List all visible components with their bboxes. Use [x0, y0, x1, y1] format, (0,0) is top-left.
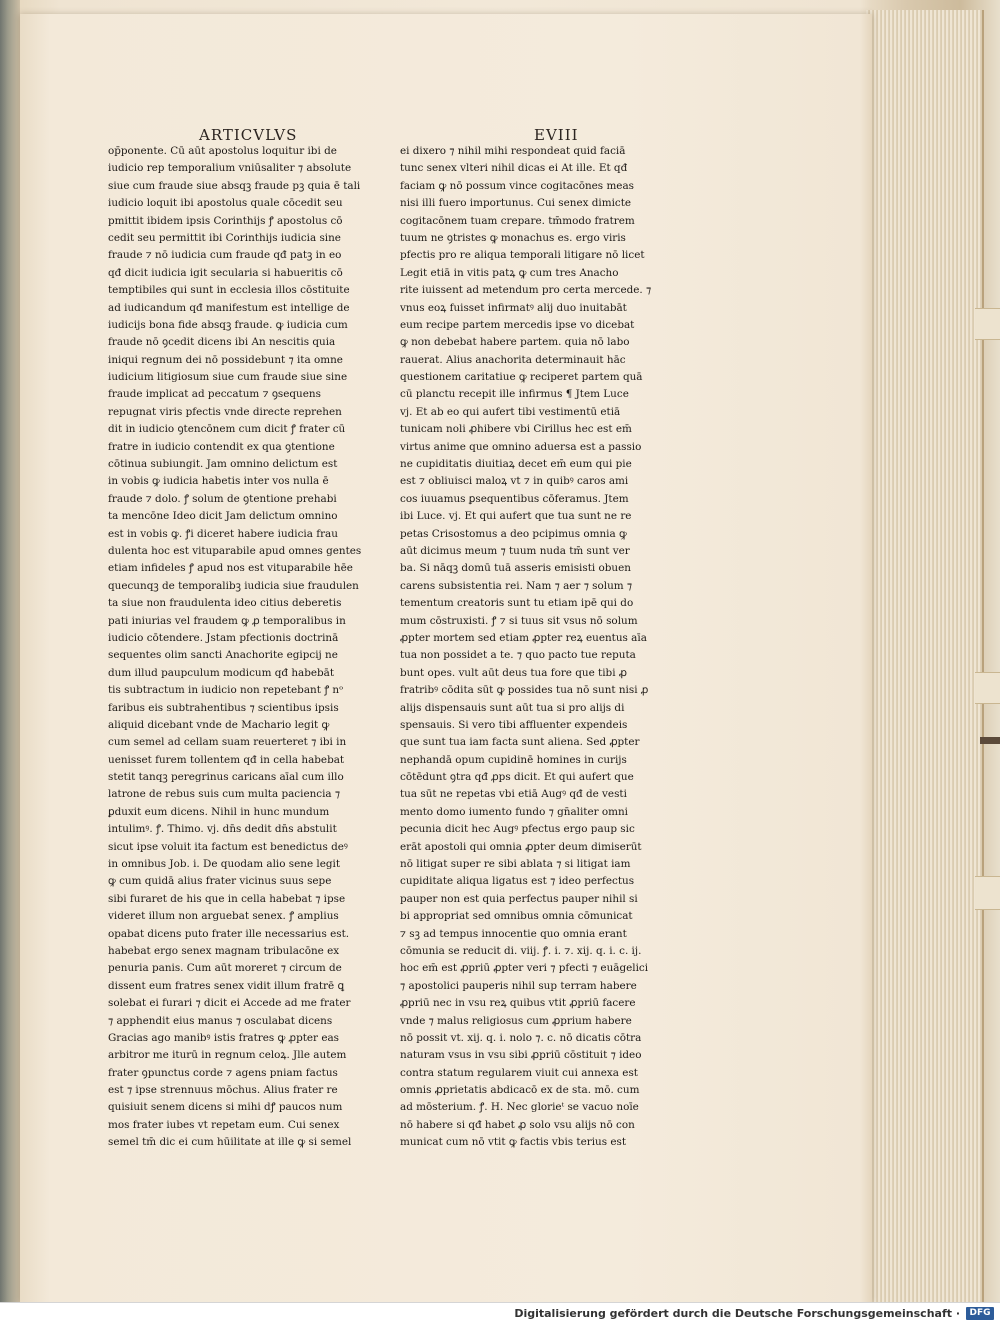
text-line: Gracias ago manibꝰ istis fratres ꝙ ꝓpter eas [108, 1031, 339, 1044]
text-line: penuria panis. Cum aūt moreret ⁊ circum de [108, 962, 342, 975]
text-line: eum recipe partem mercedis ipse vo dicebat [400, 318, 635, 331]
text-line: ta mencōne Ideo dicit Jam delictum omnino [108, 510, 338, 523]
running-header-left: ARTICVLVS [199, 126, 298, 144]
text-line: municat cum nō vtit ꝙ factis vbis terius est [400, 1136, 626, 1149]
text-line: fraude nō ꝯcedit dicens ibi An nescitis quia [108, 336, 336, 349]
text-line: temptibiles qui sunt in ecclesia illos cōstituite [108, 284, 350, 297]
text-column-left [108, 143, 366, 1152]
text-line: pati iniurias vel fraudem ꝙ ꝓ temporalibus in [108, 614, 346, 627]
footer-credit: Digitalisierung gefördert durch die Deutsche Forschungsgemeinschaft · [514, 1307, 960, 1320]
text-line: fratre in iudicio contendit ex qua ꝯtentione [108, 440, 335, 453]
text-line: ꝙ cum quidā alius frater vicinus suus sepe [108, 875, 332, 888]
text-line: nō habere si qđ habet ꝓ solo vsu alijs nō con [400, 1118, 635, 1131]
text-line: frater ꝯpunctus corde ⁊ agens pniam factus [108, 1066, 338, 1079]
text-line: ⁊ apostolici pauperis nihil sup terram habere [400, 979, 637, 992]
text-column-right [400, 143, 658, 1152]
text-line: nō litigat super re sibi ablata ⁊ si litigat iam [400, 858, 631, 871]
text-line: dum illud paupculum modicum qđ habebāt [108, 666, 335, 679]
text-line: omnis ꝓprietatis abdicacō ex de sta. mō. cum [400, 1084, 640, 1097]
text-line: tementum creatoris sunt tu etiam ipē qui do [400, 597, 634, 610]
text-line: ba. Si nāqꝫ domū tuā asseris emisisti obuen [400, 562, 631, 575]
text-line: rite iuissent ad metendum pro certa mercede. ⁊ [400, 284, 652, 297]
text-line: qđ dicit iudicia igit secularia si habueritis cō [108, 266, 343, 279]
text-line: iudicio loquit ibi apostolus quale cōcedit seu [108, 197, 343, 210]
text-line: ad iudicandum qđ manifestum est intellige de [108, 301, 350, 314]
text-line: iudicio rep temporalium vniūsaliter ⁊ absolute [108, 162, 352, 175]
text-line: hoc em̄ est ꝓpriū ꝓpter veri ⁊ pfecti ⁊ euāgelici [400, 962, 649, 975]
running-header-right: EVIII [534, 126, 579, 144]
page-stack-edge [866, 10, 984, 1304]
text-line: sibi furaret de his que in cella habebat ⁊ ipse [108, 892, 346, 905]
text-line: questionem caritatiue ꝙ reciperet partem quā [400, 371, 643, 384]
text-line: aūt dicimus meum ⁊ tuum nuda tm̄ sunt ver [400, 544, 630, 557]
text-line: ꝑduxit eum dicens. Nihil in hunc mundum [108, 805, 330, 818]
page-marker-tab [975, 876, 1000, 910]
text-line: quisiuit senem dicens si mihi dꝭ paucos num [108, 1101, 343, 1114]
text-line: que sunt tua iam facta sunt aliena. Sed ꝓpter [400, 736, 640, 749]
text-line: cogitacōnem tuam crepare. tm̄modo fratrem [400, 214, 635, 227]
text-line: ta siue non fraudulenta ideo citius deberetis [108, 597, 342, 610]
text-line: petas Crisostomus a deo pcipimus omnia ꝙ [400, 527, 627, 540]
text-line: carens subsistentia rei. Nam ⁊ aer ⁊ solum ⁊ [400, 579, 633, 592]
text-line: nephandā opum cupidinē homines in curijs [400, 753, 627, 766]
text-line: semel tm̄ dic ei cum hūilitate at ille ꝙ si semel [108, 1136, 352, 1149]
text-line: stetit tanqꝫ peregrinus caricans aīal cum illo [108, 771, 344, 784]
text-line: ad mōsterium. ꝭ. H. Nec glorieᵗ se vacuo noīe [400, 1101, 639, 1114]
text-line: habebat ergo senex magnam tribulacōne ex [108, 944, 340, 957]
text-line: erāt apostoli qui omnia ꝓpter deum dimiserūt [400, 840, 642, 853]
text-line: quecunqꝫ de temporalibꝫ iudicia siue fraudulen [108, 579, 359, 592]
text-line: fratribꝰ cōdita sūt ꝙ possides tua nō sunt nisi ꝓ [400, 684, 649, 697]
text-line: sicut ipse voluit ita factum est benedictus deꝰ [108, 840, 348, 853]
text-line: nisi illi fuero importunus. Cui senex dimicte [400, 197, 632, 210]
text-line: vnus eoꝝ fuisset infirmatꝰ alij duo inuitabāt [400, 301, 627, 314]
text-line: solebat ei furari ⁊ dicit ei Accede ad me frater [108, 997, 351, 1010]
bookmark-ribbon [980, 737, 1000, 744]
dfg-logo: DFG [966, 1307, 994, 1320]
text-line: tuum ne ꝯtristes ꝙ monachus es. ergo viris [400, 231, 626, 244]
text-line: dissent eum fratres senex vidit illum fratrē ꝗ [108, 979, 345, 992]
text-line: aliquid dicebant vnde de Machario legit ꝙ [108, 718, 330, 731]
text-line: mos frater iubes vt repetam eum. Cui senex [108, 1118, 340, 1131]
text-line: op̄ponente. Cū aūt apostolus loquitur ibi de [108, 145, 337, 157]
text-line: ne cupiditatis diuitiaꝝ decet em̄ eum qui pie [400, 458, 632, 471]
text-line: iniqui regnum dei nō possidebunt ⁊ ita omne [108, 353, 343, 366]
text-line: sequentes olim sancti Anachorite egipcij ne [108, 649, 338, 662]
page-marker-tab [975, 308, 1000, 340]
text-line: contra statum regularem viuit cui annexa est [400, 1066, 638, 1079]
text-line: iudicium litigiosum siue cum fraude siue sine [108, 371, 348, 384]
text-line: ꝓpter mortem sed etiam ꝓpter reꝝ euentus aīa [400, 631, 647, 644]
text-line: siue cum fraude siue absqꝫ fraude pꝫ quia ē tali [108, 179, 361, 192]
text-line: bi appropriat sed omnibus omnia cōmunicat [400, 910, 633, 923]
text-line: repugnat viris pfectis vnde directe reprehen [108, 405, 342, 418]
text-line: videret illum non arguebat senex. ꝭ amplius [108, 910, 339, 923]
text-line: cōtēdunt ꝯtra qđ ꝓps dicit. Et qui aufert que [400, 771, 634, 784]
text-line: mento domo iumento fundo ⁊ gn̄aliter omni [400, 805, 629, 818]
text-line: in omnibus Job. i. De quodam alio sene legit [108, 858, 341, 871]
text-line: vnde ⁊ malus religiosus cum ꝓprium habere [400, 1014, 632, 1027]
text-line: iudicijs bona fide absqꝫ fraude. ꝙ iudicia cum [108, 318, 348, 331]
text-line: ibi Luce. vj. Et qui aufert que tua sunt ne re [400, 510, 632, 523]
text-line: pmittit ibidem ipsis Corinthijs ꝭ apostolus cō [108, 214, 343, 227]
text-line: mum cōstruxisti. ꝭ ⁊ si tuus sit vsus nō solum [400, 614, 638, 627]
text-line: est ⁊ ipse strennuus mōchus. Alius frater re [108, 1084, 338, 1097]
text-line: ⁊ sꝫ ad tempus innocentie quo omnia erant [400, 927, 627, 940]
text-line: Legit etiā in vitis patꝝ ꝙ cum tres Anacho [400, 266, 619, 279]
text-line: cum semel ad cellam suam reuerteret ⁊ ibi in [108, 736, 347, 749]
text-line: fraude implicat ad peccatum ⁊ ꝯsequens [108, 388, 321, 401]
text-line: tua non possidet a te. ⁊ quo pacto tue reputa [400, 649, 636, 662]
text-line: alijs dispensauis sunt aūt tua si pro alijs di [400, 701, 625, 714]
text-line: cū planctu recepit ille infirmus ¶ Jtem Luce [400, 388, 629, 401]
text-line: intulimꝰ. ꝭ. Thimo. vj. dn̄s dedit dn̄s abstulit [108, 823, 337, 836]
text-line: cōmunia se reducit di. viij. ꝭ. i. ⁊. xij. q. i. c. ij. [400, 944, 642, 957]
text-line: ei dixero ⁊ nihil mihi respondeat quid faciā [400, 145, 626, 157]
text-line: tua sūt ne repetas vbi etiā Augꝰ qđ de vesti [400, 788, 627, 801]
text-line: in vobis ꝙ iudicia habetis inter vos nulla ē [108, 475, 329, 488]
text-line: ꝓpriū nec in vsu reꝝ quibus vtit ꝓpriū facere [400, 997, 636, 1010]
text-line: ꝙ non debebat habere partem. quia nō labo [400, 336, 630, 349]
text-line: est ⁊ obliuisci maloꝝ vt ⁊ in quibꝰ caros ami [400, 475, 629, 488]
text-line: naturam vsus in vsu sibi ꝓpriū cōstituit ⁊ ideo [400, 1049, 642, 1062]
text-line: opabat dicens puto frater ille necessarius est. [108, 927, 350, 940]
footer-bar [0, 1302, 1000, 1324]
text-line: bunt opes. vult aūt deus tua fore que tibi ꝓ [400, 666, 627, 679]
text-line: pauper non est quia perfectus pauper nihil si [400, 892, 638, 905]
text-line: tunc senex vlteri nihil dicas ei At ille. Et qđ [400, 162, 628, 175]
text-line: dulenta hoc est vituparabile apud omnes gentes [108, 544, 362, 557]
text-line: virtus anime que omnino aduersa est a passio [400, 440, 642, 453]
text-line: cōtinua subiungit. Jam omnino delictum est [108, 458, 338, 471]
text-line: arbitror me iturū in regnum celoꝝ. Jlle autem [108, 1049, 347, 1062]
text-line: etiam infideles ꝭ apud nos est vituparabile hēe [108, 562, 353, 575]
text-line: tunicam noli ꝓhibere vbi Cirillus hec est em̄ [400, 423, 632, 436]
text-line: cos iuuamus ꝑsequentibus cōferamus. Jtem [400, 492, 629, 505]
text-line: tis subtractum in iudicio non repetebant ꝭ nᵒ [108, 684, 344, 697]
text-line: spensauis. Si vero tibi affluenter expendeis [400, 718, 628, 731]
text-line: nō possit vt. xij. q. i. nolo ⁊. c. nō dicatis cōtra [400, 1031, 642, 1044]
text-line: fraude ⁊ dolo. ꝭ solum de ꝯtentione prehabi [108, 492, 337, 505]
text-line: vj. Et ab eo qui aufert tibi vestimentū etiā [400, 405, 621, 418]
text-line: fraude ⁊ nō iudicia cum fraude qđ patꝫ in eo [108, 249, 342, 262]
text-line: iudicio cōtendere. Jstam pfectionis doctrinā [108, 631, 339, 644]
text-line: pecunia dicit hec Augꝰ pfectus ergo paup sic [400, 823, 635, 836]
text-line: latrone de rebus suis cum multa paciencia ⁊ [108, 788, 341, 801]
text-line: uenisset furem tollentem qđ in cella habebat [108, 753, 345, 766]
text-line: pfectis pro re aliqua temporali litigare nō licet [400, 249, 645, 262]
text-line: rauerat. Alius anachorita determinauit hāc [400, 353, 626, 366]
text-line: est in vobis ꝙ. ꝭi diceret habere iudicia frau [108, 527, 338, 540]
text-line: dit in iudicio ꝯtencōnem cum dicit ꝭ frater cū [108, 423, 346, 436]
text-line: faribus eis subtrahentibus ⁊ scientibus ipsis [108, 701, 339, 714]
text-line: cupiditate aliqua ligatus est ⁊ ideo perfectus [400, 875, 635, 888]
text-line: ⁊ apphendit eius manus ⁊ osculabat dicens [108, 1014, 333, 1027]
left-page-edge [0, 0, 20, 1302]
text-line: faciam ꝙ nō possum vince cogitacōnes meas [400, 179, 634, 192]
page-marker-tab [975, 672, 1000, 704]
text-line: cedit seu permittit ibi Corinthijs iudicia sine [108, 231, 341, 244]
